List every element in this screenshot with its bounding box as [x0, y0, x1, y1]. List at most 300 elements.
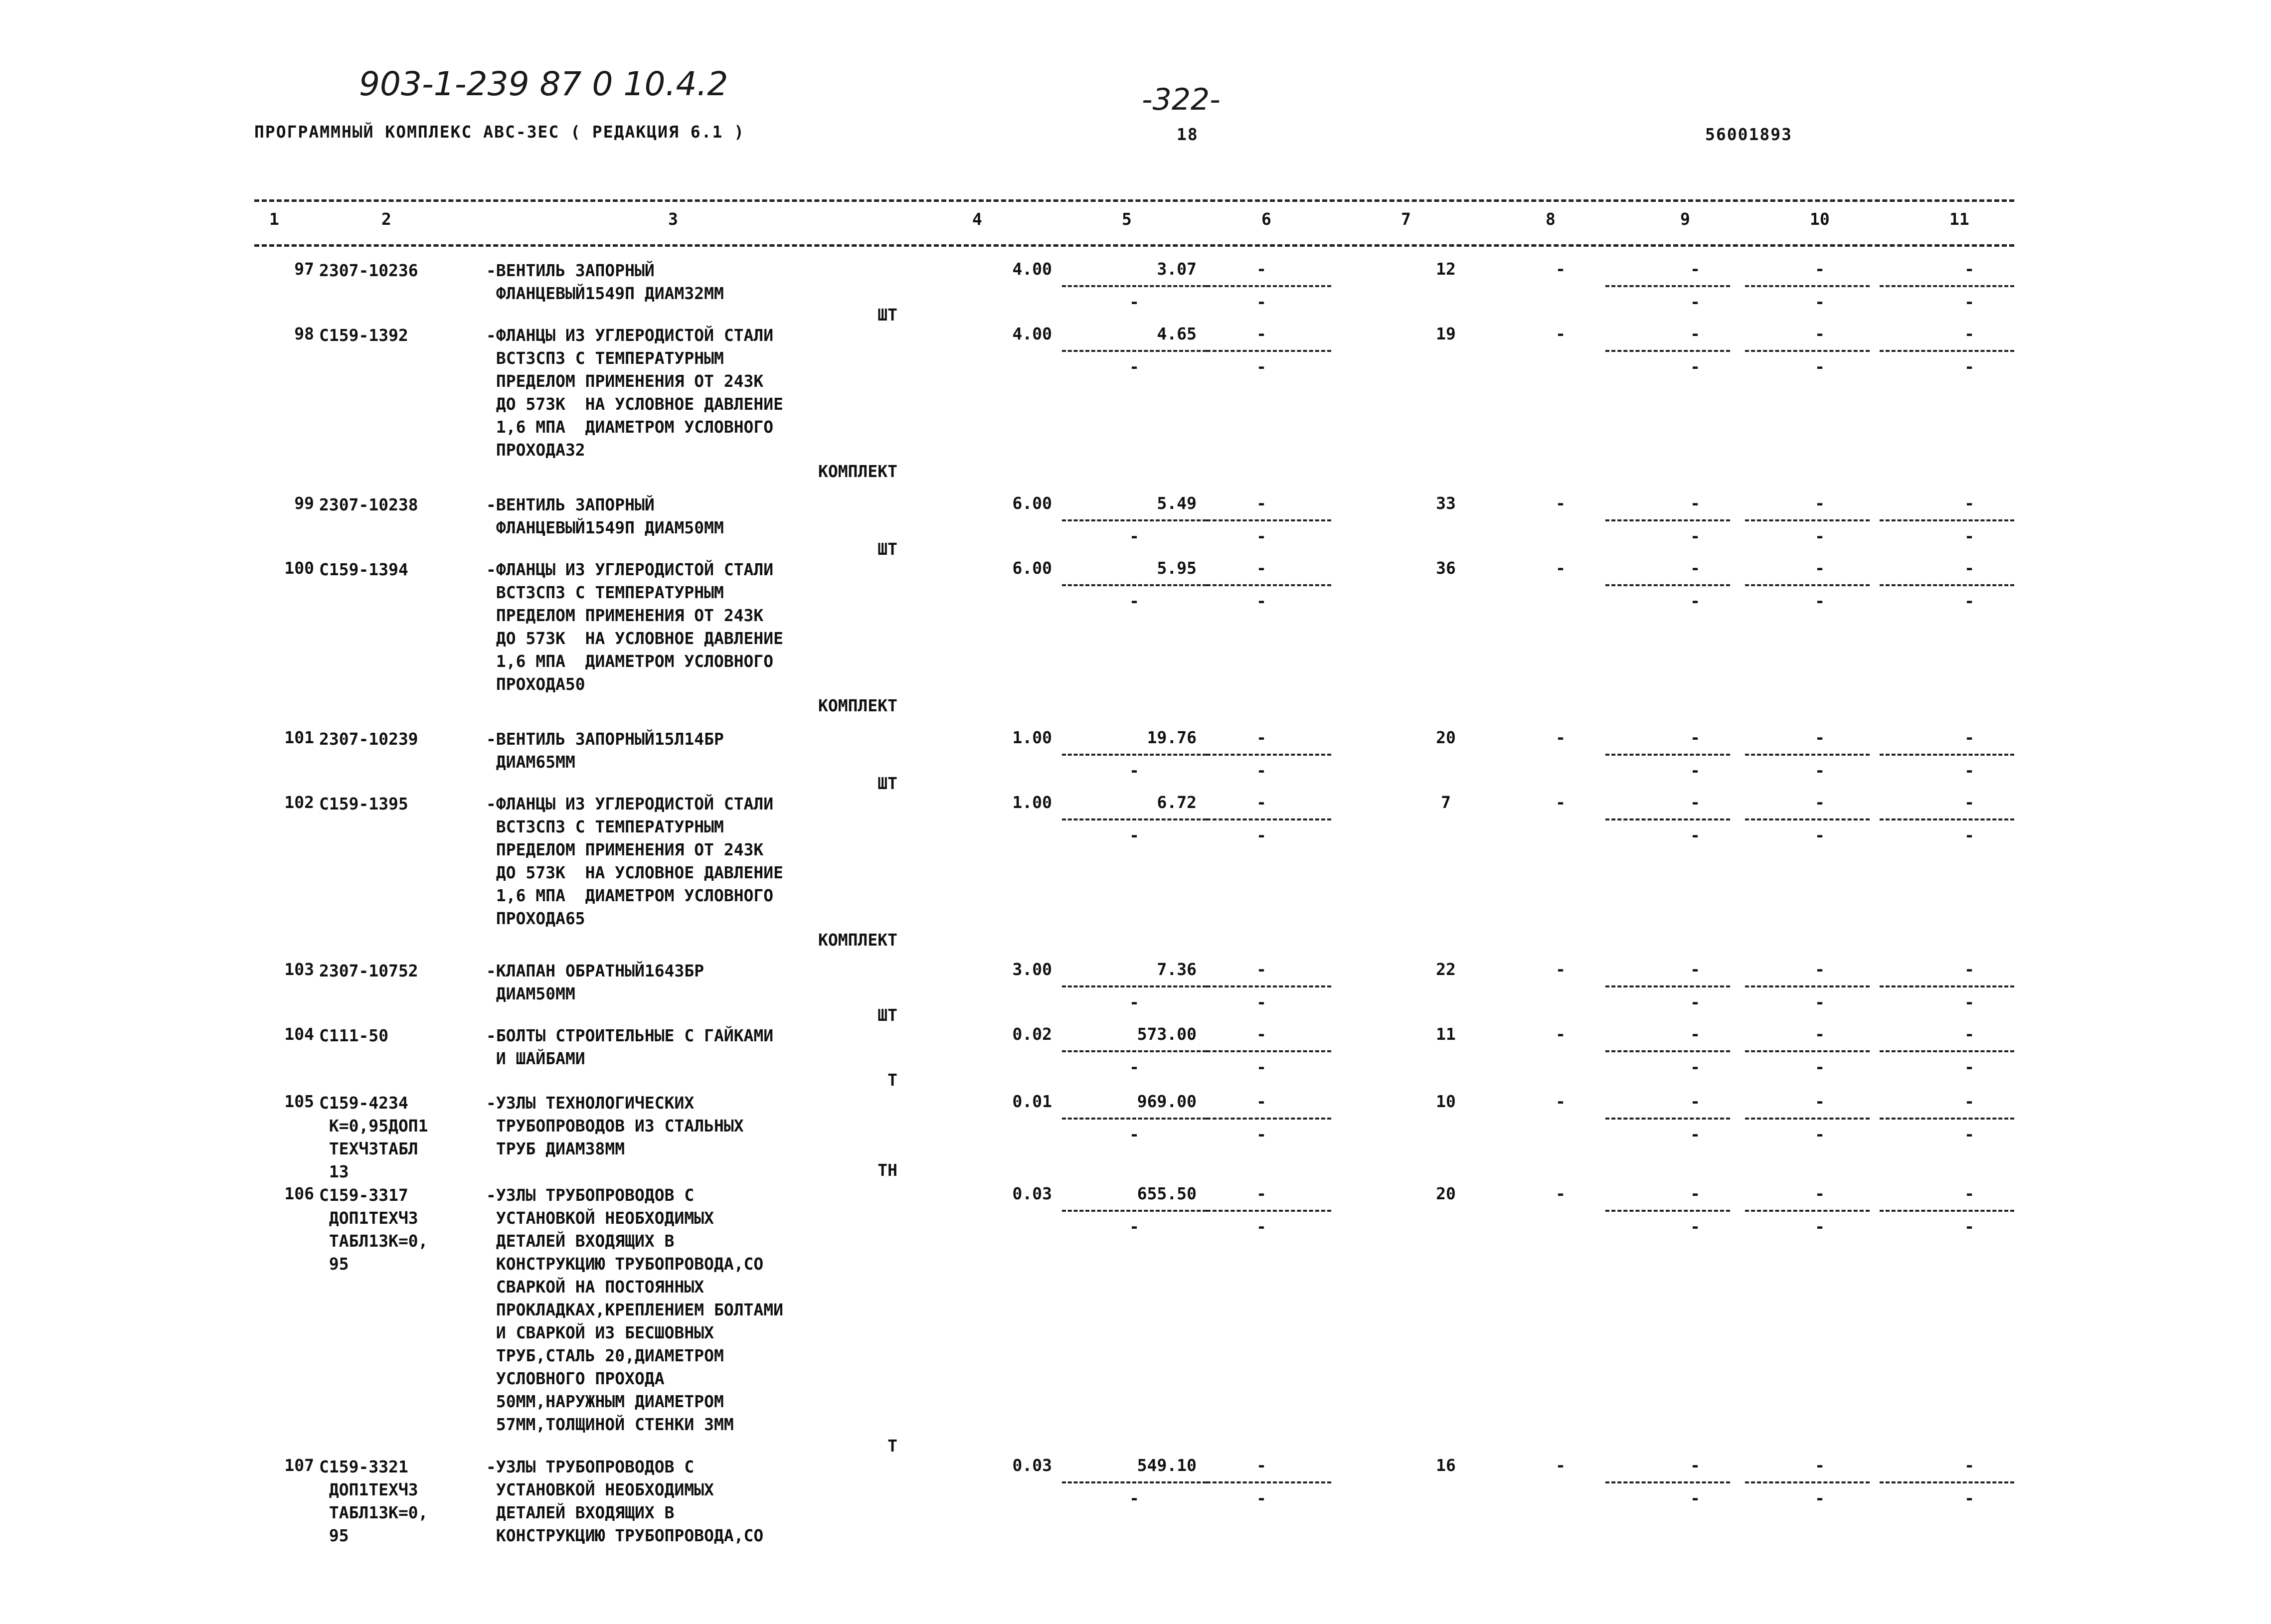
unit-label: ТН [877, 1160, 897, 1180]
cell-col-8: - [1556, 1092, 1566, 1111]
cell-col-7: 11 [1436, 1024, 1456, 1044]
row-code [319, 1456, 428, 1547]
row-number: 107 [284, 1456, 314, 1475]
cell-col-5: 549.10 [1137, 1456, 1197, 1475]
secondary-dash: - [1815, 357, 1825, 376]
dashed-separator [1880, 818, 2014, 820]
cell-col-9: - [1690, 259, 1700, 279]
description-line: ДО 573К НА УСЛОВНОЕ ДАВЛЕНИЕ [486, 629, 784, 648]
code-line: ТЕХЧ3ТАБЛ [319, 1139, 418, 1158]
row-description [486, 793, 783, 930]
secondary-dash: - [1690, 1488, 1700, 1508]
cell-col-6: - [1256, 1184, 1266, 1203]
code-line: 2307-10752 [319, 961, 418, 980]
secondary-dash: - [1815, 1217, 1825, 1236]
cell-col-4: 6.00 [1012, 558, 1052, 578]
document-code: 56001893 [1705, 125, 1792, 144]
cell-col-11: - [1964, 259, 1974, 279]
cell-col-10: - [1815, 1184, 1825, 1203]
row-number: 104 [284, 1024, 314, 1044]
cell-col-9: - [1690, 493, 1700, 513]
row-code [319, 558, 408, 581]
row-description [486, 1184, 783, 1436]
description-line: -ФЛАНЦЫ ИЗ УГЛЕРОДИСТОЙ СТАЛИ [486, 560, 774, 579]
description-line: 1,6 МПА ДИАМЕТРОМ УСЛОВНОГО [486, 651, 774, 671]
dashed-separator [1062, 1481, 1207, 1483]
description-line: -ВЕНТИЛЬ ЗАПОРНЫЙ15Л14БР [486, 729, 724, 749]
cell-col-7: 33 [1436, 493, 1456, 513]
cell-col-8: - [1556, 1184, 1566, 1203]
row-code [319, 960, 418, 982]
dashed-separator [1745, 285, 1870, 287]
cell-col-6: - [1256, 558, 1266, 578]
description-line: И ШАЙБАМИ [486, 1049, 585, 1068]
cell-col-6: - [1256, 259, 1266, 279]
row-description [486, 324, 783, 462]
code-line: С159-1394 [319, 560, 408, 579]
cell-col-5: 573.00 [1137, 1024, 1197, 1044]
dashed-separator [1880, 985, 2014, 987]
cell-col-5: 6.72 [1157, 793, 1197, 812]
dashed-separator [1062, 519, 1207, 521]
description-line: -КЛАПАН ОБРАТНЫЙ1643БР [486, 961, 704, 980]
column-header: 8 [1546, 209, 1556, 229]
cell-col-9: - [1690, 558, 1700, 578]
dashed-separator [1207, 1481, 1331, 1483]
secondary-dash: - [1256, 825, 1266, 845]
cell-col-5: 7.36 [1157, 960, 1197, 979]
description-line: ВСТ3СП3 С ТЕМПЕРАТУРНЫМ [486, 348, 724, 368]
unit-label: КОМПЛЕКТ [818, 696, 897, 715]
cell-col-10: - [1815, 728, 1825, 747]
description-line: ВСТ3СП3 С ТЕМПЕРАТУРНЫМ [486, 817, 724, 836]
secondary-dash: - [1690, 1125, 1700, 1144]
cell-col-6: - [1256, 793, 1266, 812]
secondary-dash: - [1964, 992, 1974, 1012]
sheet-number: 18 [1177, 125, 1199, 144]
secondary-dash: - [1815, 1125, 1825, 1144]
cell-col-7: 22 [1436, 960, 1456, 979]
description-line: ФЛАНЦЕВЫЙ1549П ДИАМ32ММ [486, 284, 724, 303]
cell-col-5: 655.50 [1137, 1184, 1197, 1203]
row-description [486, 1456, 763, 1547]
column-header-row [254, 209, 2014, 234]
description-line: ПРОКЛАДКАХ,КРЕПЛЕНИЕМ БОЛТАМИ [486, 1300, 784, 1319]
dashed-separator [1062, 754, 1207, 756]
cell-col-8: - [1556, 793, 1566, 812]
code-line: С159-4234 [319, 1093, 408, 1113]
row-code [319, 259, 418, 282]
cell-col-7: 10 [1436, 1092, 1456, 1111]
dashed-separator [1605, 285, 1730, 287]
cell-col-9: - [1690, 960, 1700, 979]
secondary-dash: - [1964, 761, 1974, 780]
secondary-dash: - [1690, 1057, 1700, 1077]
dashed-separator [1745, 1210, 1870, 1212]
cell-col-10: - [1815, 1456, 1825, 1475]
secondary-dash: - [1690, 526, 1700, 546]
row-number: 98 [294, 324, 314, 343]
description-line: ТРУБОПРОВОДОВ ИЗ СТАЛЬНЫХ [486, 1116, 744, 1136]
dashed-separator [1745, 1481, 1870, 1483]
description-line: -ФЛАНЦЫ ИЗ УГЛЕРОДИСТОЙ СТАЛИ [486, 794, 774, 813]
cell-col-7: 12 [1436, 259, 1456, 279]
secondary-dash: - [1964, 526, 1974, 546]
cell-col-9: - [1690, 324, 1700, 343]
code-line: 95 [319, 1526, 349, 1545]
cell-col-4: 0.03 [1012, 1184, 1052, 1203]
cell-col-4: 1.00 [1012, 728, 1052, 747]
row-code [319, 728, 418, 751]
dashed-separator [1880, 350, 2014, 352]
unit-label: КОМПЛЕКТ [818, 462, 897, 481]
secondary-dash: - [1690, 761, 1700, 780]
dashed-separator [1207, 1210, 1331, 1212]
cell-col-6: - [1256, 960, 1266, 979]
code-line: С159-1392 [319, 325, 408, 345]
cell-col-8: - [1556, 324, 1566, 343]
unit-label: ШТ [877, 539, 897, 559]
secondary-dash: - [1815, 591, 1825, 611]
dashed-separator [1062, 1210, 1207, 1212]
dashed-separator [1207, 519, 1331, 521]
description-line: ДО 573К НА УСЛОВНОЕ ДАВЛЕНИЕ [486, 394, 784, 414]
cell-col-6: - [1256, 1024, 1266, 1044]
description-line: ПРЕДЕЛОМ ПРИМЕНЕНИЯ ОТ 243К [486, 840, 764, 859]
table-header-rule [254, 244, 2014, 247]
cell-col-8: - [1556, 259, 1566, 279]
column-header: 11 [1949, 209, 1969, 229]
row-code [319, 324, 408, 347]
secondary-dash: - [1690, 825, 1700, 845]
cell-col-10: - [1815, 1024, 1825, 1044]
code-line: С159-3321 [319, 1457, 408, 1476]
cell-col-7: 20 [1436, 728, 1456, 747]
cell-col-6: - [1256, 728, 1266, 747]
dashed-separator [1880, 584, 2014, 586]
secondary-dash: - [1690, 357, 1700, 376]
code-line: С159-1395 [319, 794, 408, 813]
cell-col-8: - [1556, 1456, 1566, 1475]
column-header: 9 [1680, 209, 1690, 229]
cell-col-4: 0.01 [1012, 1092, 1052, 1111]
description-line: -БОЛТЫ СТРОИТЕЛЬНЫЕ С ГАЙКАМИ [486, 1026, 774, 1045]
dashed-separator [1880, 519, 2014, 521]
secondary-dash: - [1129, 591, 1139, 611]
dashed-separator [1062, 818, 1207, 820]
unit-label: Т [887, 1436, 897, 1456]
secondary-dash: - [1256, 591, 1266, 611]
row-description [486, 1092, 744, 1160]
dashed-separator [1605, 519, 1730, 521]
column-header: 1 [269, 209, 279, 229]
column-header: 5 [1122, 209, 1132, 229]
description-line: ФЛАНЦЕВЫЙ1549П ДИАМ50ММ [486, 518, 724, 537]
description-line: ДЕТАЛЕЙ ВХОДЯЩИХ В [486, 1231, 675, 1251]
secondary-dash: - [1690, 292, 1700, 312]
row-number: 102 [284, 793, 314, 812]
secondary-dash: - [1815, 825, 1825, 845]
secondary-dash: - [1129, 1057, 1139, 1077]
secondary-dash: - [1964, 1057, 1974, 1077]
cell-col-9: - [1690, 728, 1700, 747]
cell-col-11: - [1964, 960, 1974, 979]
description-line: -УЗЛЫ ТЕХНОЛОГИЧЕСКИХ [486, 1093, 695, 1113]
dashed-separator [1880, 1050, 2014, 1052]
description-line: -УЗЛЫ ТРУБОПРОВОДОВ С [486, 1185, 695, 1205]
row-code [319, 1092, 428, 1183]
table-top-rule [254, 199, 2014, 202]
dashed-separator [1062, 1118, 1207, 1120]
cell-col-6: - [1256, 1456, 1266, 1475]
secondary-dash: - [1815, 1057, 1825, 1077]
unit-label: ШТ [877, 774, 897, 793]
dashed-separator [1062, 584, 1207, 586]
cell-col-6: - [1256, 324, 1266, 343]
cell-col-11: - [1964, 1092, 1974, 1111]
row-description [486, 259, 724, 305]
cell-col-10: - [1815, 1092, 1825, 1111]
cell-col-10: - [1815, 558, 1825, 578]
secondary-dash: - [1129, 292, 1139, 312]
dashed-separator [1605, 1118, 1730, 1120]
dashed-separator [1880, 1481, 2014, 1483]
cell-col-8: - [1556, 960, 1566, 979]
dashed-separator [1605, 350, 1730, 352]
secondary-dash: - [1815, 1488, 1825, 1508]
cell-col-11: - [1964, 793, 1974, 812]
cell-col-9: - [1690, 1092, 1700, 1111]
dashed-separator [1062, 985, 1207, 987]
cell-col-11: - [1964, 1184, 1974, 1203]
dashed-separator [1207, 584, 1331, 586]
cell-col-10: - [1815, 324, 1825, 343]
column-header: 6 [1261, 209, 1271, 229]
unit-label: Т [887, 1070, 897, 1090]
dashed-separator [1207, 1050, 1331, 1052]
dashed-separator [1745, 350, 1870, 352]
secondary-dash: - [1815, 526, 1825, 546]
dashed-separator [1880, 1118, 2014, 1120]
dashed-separator [1605, 584, 1730, 586]
secondary-dash: - [1964, 1217, 1974, 1236]
description-line: -ВЕНТИЛЬ ЗАПОРНЫЙ [486, 495, 655, 514]
cell-col-4: 1.00 [1012, 793, 1052, 812]
cell-col-7: 19 [1436, 324, 1456, 343]
row-number: 106 [284, 1184, 314, 1203]
row-code [319, 1024, 388, 1047]
cell-col-9: - [1690, 1184, 1700, 1203]
secondary-dash: - [1690, 1217, 1700, 1236]
cell-col-6: - [1256, 493, 1266, 513]
code-line: 13 [319, 1162, 349, 1181]
dashed-separator [1745, 985, 1870, 987]
dashed-separator [1605, 818, 1730, 820]
dashed-separator [1062, 1050, 1207, 1052]
dashed-separator [1207, 1118, 1331, 1120]
dashed-separator [1605, 754, 1730, 756]
description-line: ПРОХОДА50 [486, 674, 585, 694]
description-line: ДО 573К НА УСЛОВНОЕ ДАВЛЕНИЕ [486, 863, 784, 882]
program-header: ПРОГРАММНЫЙ КОМПЛЕКС АВС-3ЕС ( РЕДАКЦИЯ 6.1 ) [254, 122, 745, 142]
unit-label: ШТ [877, 305, 897, 325]
column-header: 7 [1401, 209, 1411, 229]
description-line: 57ММ,ТОЛЩИНОЙ СТЕНКИ 3ММ [486, 1415, 734, 1434]
secondary-dash: - [1690, 992, 1700, 1012]
cell-col-7: 7 [1441, 793, 1451, 812]
cell-col-4: 0.02 [1012, 1024, 1052, 1044]
secondary-dash: - [1964, 357, 1974, 376]
secondary-dash: - [1690, 591, 1700, 611]
cell-col-7: 16 [1436, 1456, 1456, 1475]
secondary-dash: - [1256, 992, 1266, 1012]
secondary-dash: - [1964, 591, 1974, 611]
code-line: С111-50 [319, 1026, 389, 1045]
dashed-separator [1745, 519, 1870, 521]
cell-col-11: - [1964, 324, 1974, 343]
secondary-dash: - [1256, 1125, 1266, 1144]
dashed-separator [1207, 285, 1331, 287]
dashed-separator [1605, 1481, 1730, 1483]
cell-col-4: 3.00 [1012, 960, 1052, 979]
dashed-separator [1207, 818, 1331, 820]
secondary-dash: - [1256, 1488, 1266, 1508]
row-description [486, 728, 724, 774]
row-code [319, 793, 408, 815]
column-header: 4 [972, 209, 982, 229]
cell-col-8: - [1556, 558, 1566, 578]
dashed-separator [1880, 285, 2014, 287]
cell-col-9: - [1690, 1024, 1700, 1044]
dashed-separator [1880, 1210, 2014, 1212]
secondary-dash: - [1815, 292, 1825, 312]
row-number: 105 [284, 1092, 314, 1111]
cell-col-11: - [1964, 558, 1974, 578]
cell-col-7: 36 [1436, 558, 1456, 578]
code-line: ДОП1ТЕХЧ3 [319, 1208, 418, 1228]
cell-col-9: - [1690, 1456, 1700, 1475]
dashed-separator [1605, 1050, 1730, 1052]
cell-col-5: 5.95 [1157, 558, 1197, 578]
row-number: 99 [294, 493, 314, 513]
cell-col-10: - [1815, 493, 1825, 513]
row-code [319, 1184, 428, 1276]
description-line: -УЗЛЫ ТРУБОПРОВОДОВ С [486, 1457, 695, 1476]
description-line: ДИАМ50ММ [486, 984, 575, 1003]
cell-col-8: - [1556, 728, 1566, 747]
dashed-separator [1880, 754, 2014, 756]
description-line: -ВЕНТИЛЬ ЗАПОРНЫЙ [486, 261, 655, 280]
secondary-dash: - [1129, 992, 1139, 1012]
code-line: К=0,95ДОП1 [319, 1116, 428, 1136]
dashed-separator [1207, 754, 1331, 756]
secondary-dash: - [1129, 1125, 1139, 1144]
row-number: 103 [284, 960, 314, 979]
code-line: ТАБЛ13К=0, [319, 1503, 428, 1522]
cell-col-10: - [1815, 259, 1825, 279]
row-number: 101 [284, 728, 314, 747]
description-line: ТРУБ ДИАМ38ММ [486, 1139, 625, 1158]
description-line: ПРЕДЕЛОМ ПРИМЕНЕНИЯ ОТ 243К [486, 606, 764, 625]
secondary-dash: - [1815, 992, 1825, 1012]
column-header: 10 [1810, 209, 1830, 229]
description-line: 1,6 МПА ДИАМЕТРОМ УСЛОВНОГО [486, 886, 774, 905]
row-description [486, 1024, 773, 1070]
cell-col-9: - [1690, 793, 1700, 812]
code-line: 2307-10238 [319, 495, 418, 514]
dashed-separator [1745, 754, 1870, 756]
row-description [486, 493, 724, 539]
row-description [486, 558, 783, 696]
secondary-dash: - [1256, 357, 1266, 376]
row-description [486, 960, 704, 1005]
dashed-separator [1062, 350, 1207, 352]
cell-col-11: - [1964, 1024, 1974, 1044]
description-line: ВСТ3СП3 С ТЕМПЕРАТУРНЫМ [486, 583, 724, 602]
secondary-dash: - [1129, 526, 1139, 546]
cell-col-10: - [1815, 960, 1825, 979]
secondary-dash: - [1256, 526, 1266, 546]
code-line: ДОП1ТЕХЧ3 [319, 1480, 418, 1499]
cell-col-7: 20 [1436, 1184, 1456, 1203]
description-line: УСТАНОВКОЙ НЕОБХОДИМЫХ [486, 1480, 714, 1499]
handwritten-page-number: -322- [1142, 82, 1221, 117]
dashed-separator [1605, 985, 1730, 987]
cell-col-5: 5.49 [1157, 493, 1197, 513]
description-line: СВАРКОЙ НА ПОСТОЯННЫХ [486, 1277, 704, 1297]
description-line: ПРЕДЕЛОМ ПРИМЕНЕНИЯ ОТ 243К [486, 371, 764, 391]
secondary-dash: - [1964, 825, 1974, 845]
description-line: 50ММ,НАРУЖНЫМ ДИАМЕТРОМ [486, 1392, 724, 1411]
cell-col-11: - [1964, 1456, 1974, 1475]
description-line: УСЛОВНОГО ПРОХОДА [486, 1369, 665, 1388]
cell-col-5: 3.07 [1157, 259, 1197, 279]
description-line: ПРОХОДА32 [486, 440, 585, 460]
cell-col-4: 4.00 [1012, 259, 1052, 279]
secondary-dash: - [1815, 761, 1825, 780]
dashed-separator [1605, 1210, 1730, 1212]
secondary-dash: - [1129, 1217, 1139, 1236]
row-number: 97 [294, 259, 314, 279]
description-line: 1,6 МПА ДИАМЕТРОМ УСЛОВНОГО [486, 417, 774, 437]
dashed-separator [1745, 1050, 1870, 1052]
secondary-dash: - [1964, 292, 1974, 312]
description-line: ПРОХОДА65 [486, 909, 585, 928]
code-line: 2307-10236 [319, 261, 418, 280]
secondary-dash: - [1256, 292, 1266, 312]
secondary-dash: - [1964, 1488, 1974, 1508]
unit-label: ШТ [877, 1005, 897, 1025]
dashed-separator [1745, 1118, 1870, 1120]
description-line: УСТАНОВКОЙ НЕОБХОДИМЫХ [486, 1208, 714, 1228]
cell-col-4: 4.00 [1012, 324, 1052, 343]
secondary-dash: - [1129, 357, 1139, 376]
description-line: ТРУБ,СТАЛЬ 20,ДИАМЕТРОМ [486, 1346, 724, 1365]
code-line: С159-3317 [319, 1185, 408, 1205]
dashed-separator [1207, 350, 1331, 352]
description-line: КОНСТРУКЦИЮ ТРУБОПРОВОДА,СО [486, 1526, 764, 1545]
secondary-dash: - [1256, 761, 1266, 780]
code-line: 95 [319, 1254, 349, 1274]
description-line: ДЕТАЛЕЙ ВХОДЯЩИХ В [486, 1503, 675, 1522]
secondary-dash: - [1129, 761, 1139, 780]
description-line: КОНСТРУКЦИЮ ТРУБОПРОВОДА,СО [486, 1254, 764, 1274]
cell-col-5: 969.00 [1137, 1092, 1197, 1111]
description-line: И СВАРКОЙ ИЗ БЕСШОВНЫХ [486, 1323, 714, 1342]
row-number: 100 [284, 558, 314, 578]
dashed-separator [1062, 285, 1207, 287]
cell-col-4: 6.00 [1012, 493, 1052, 513]
